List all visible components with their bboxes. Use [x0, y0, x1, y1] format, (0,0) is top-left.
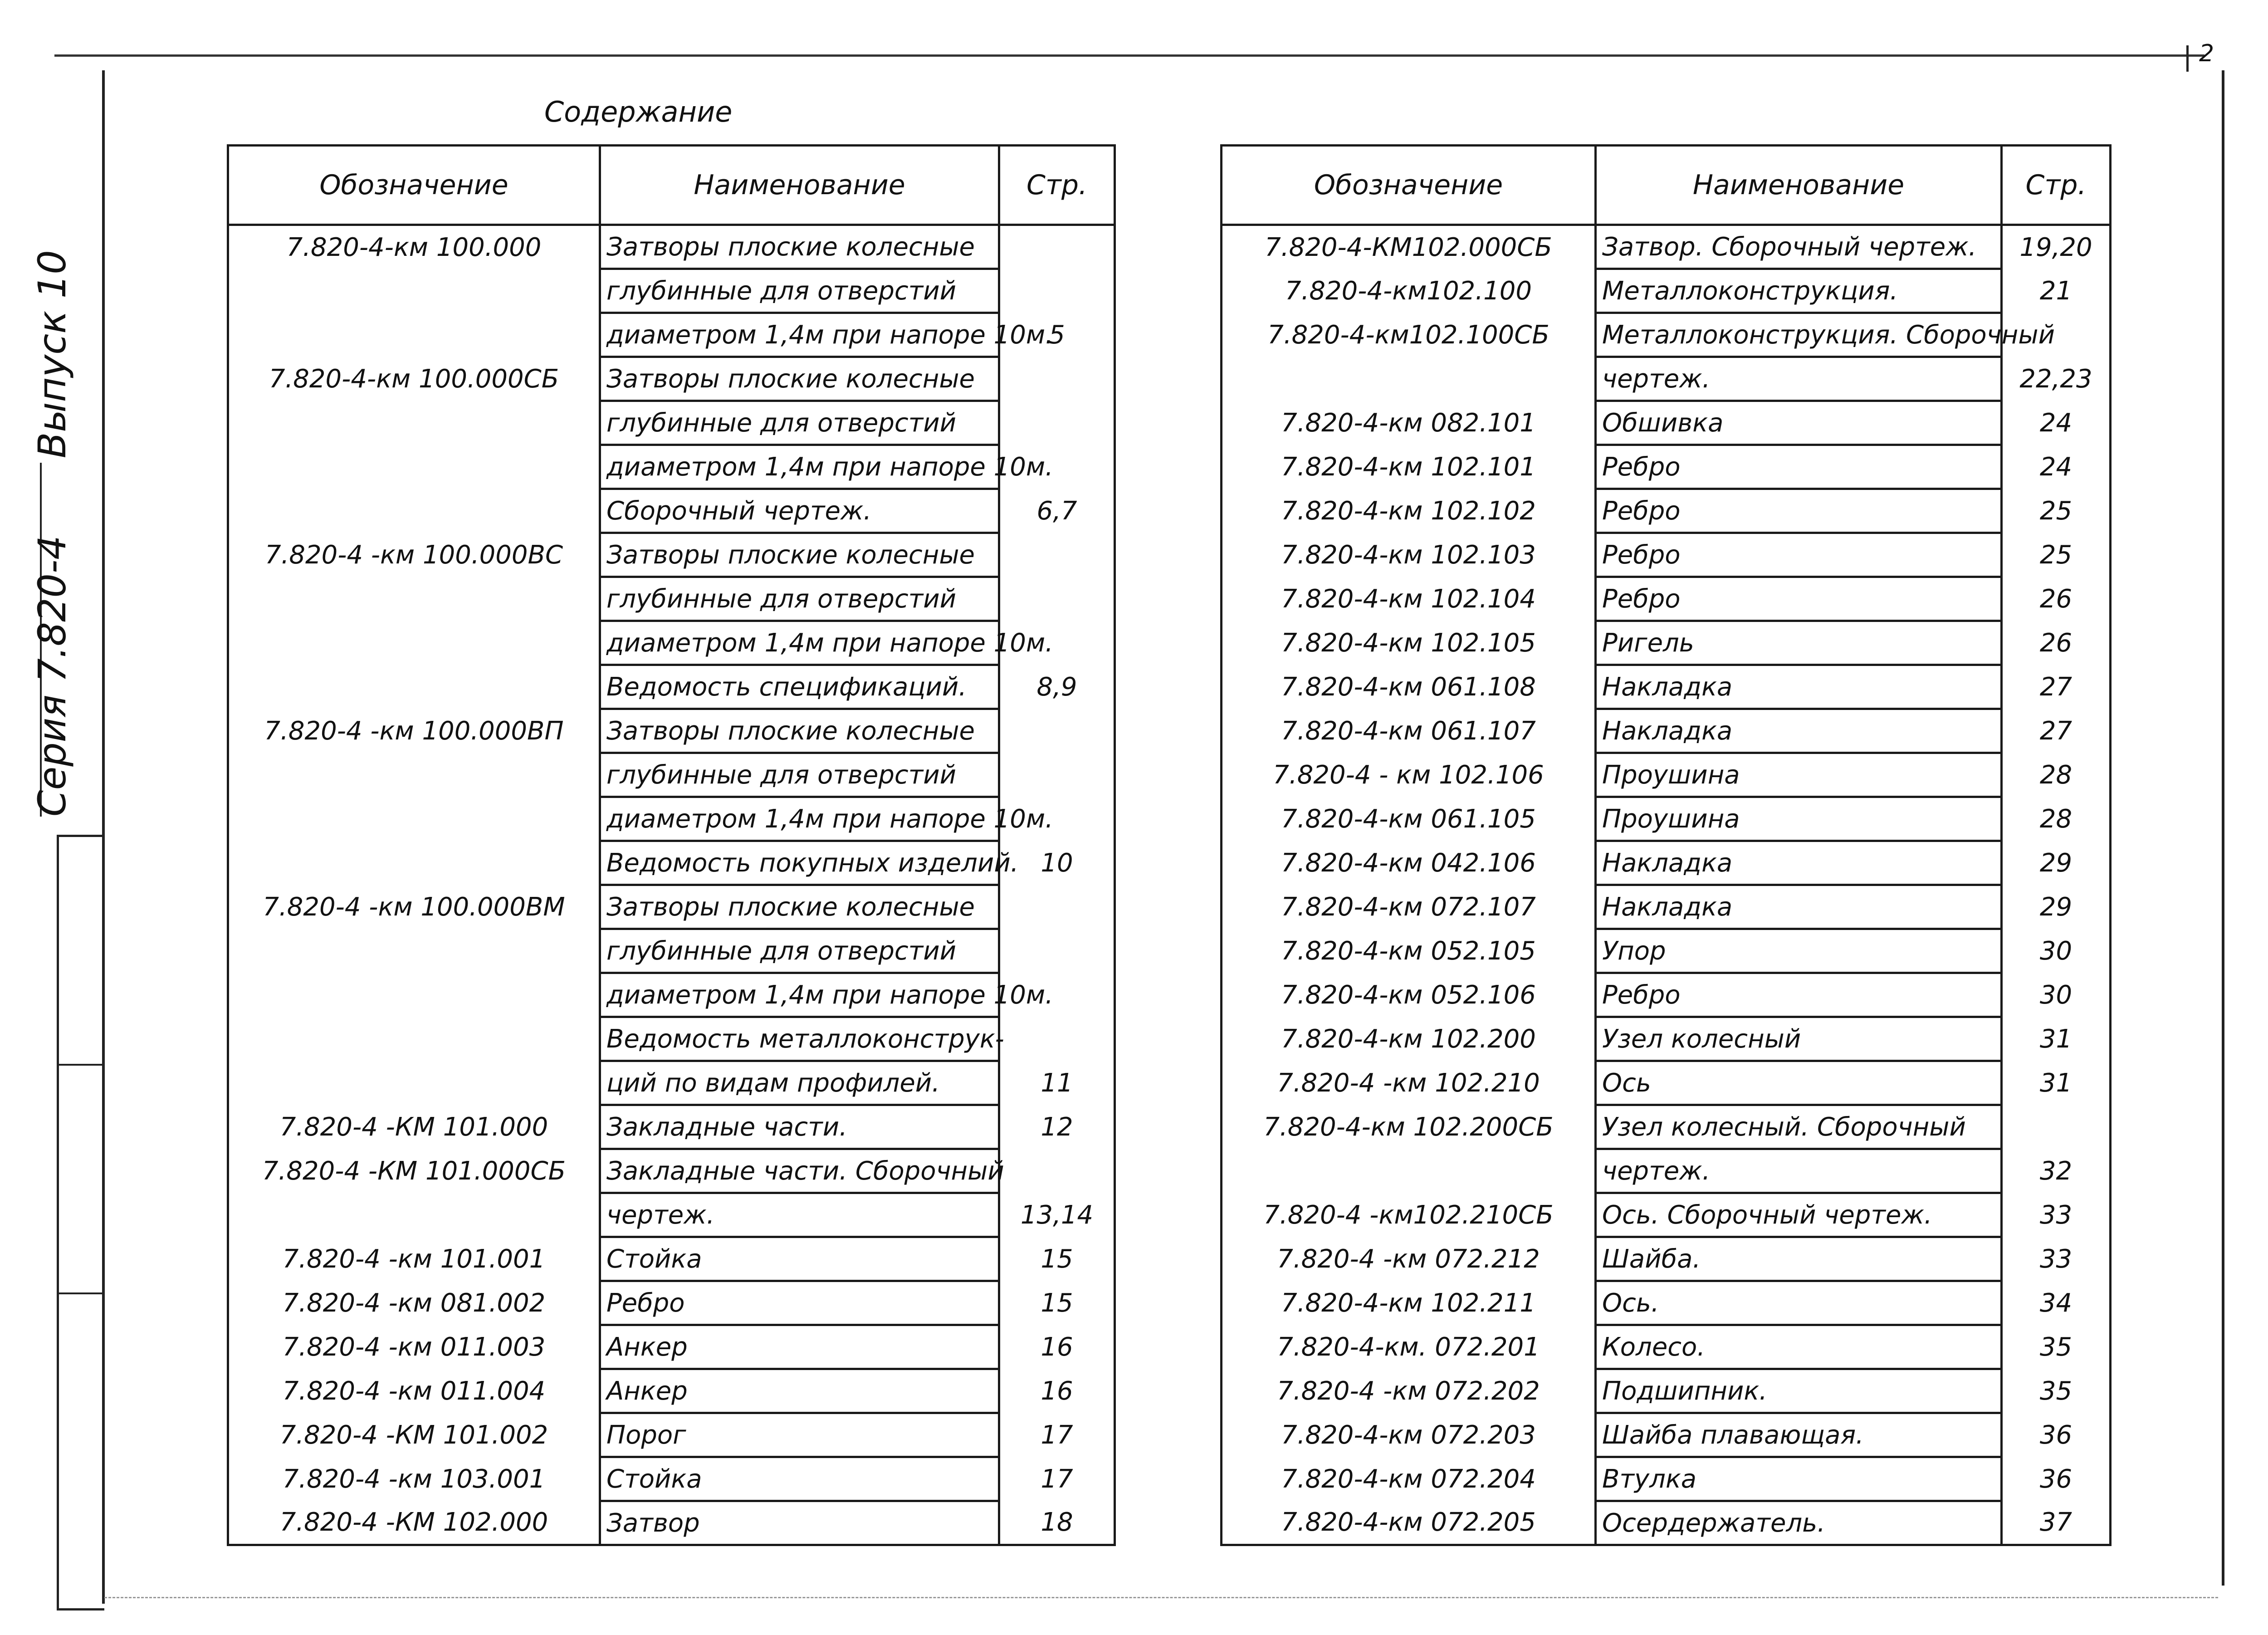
series-label: Серия 7.820-4	[30, 535, 74, 817]
cell-code	[228, 313, 600, 357]
table-row	[228, 1369, 1115, 1413]
table-row	[228, 1105, 1115, 1149]
table-row	[1222, 621, 2111, 665]
cell-code: 7.820-4-КМ102.000СБ	[1222, 225, 1596, 269]
cell-page: 35	[2002, 1369, 2111, 1413]
cell-page: 25	[2002, 489, 2111, 533]
cell-code: 7.820-4 -км 100.000ВП	[228, 709, 600, 753]
table-row	[228, 929, 1115, 973]
cell-name: Ребро	[600, 1281, 999, 1325]
table-row	[228, 1149, 1115, 1193]
cell-code: 7.820-4-км 061.107	[1222, 709, 1596, 753]
header-name: Наименование	[600, 146, 999, 225]
cell-name: Порог	[600, 1413, 999, 1457]
table-row	[228, 1501, 1115, 1545]
cell-page: 26	[2002, 577, 2111, 621]
table-row	[228, 1237, 1115, 1281]
cell-name: глубинные для отверстий	[600, 753, 999, 797]
cell-code: 7.820-4-км 061.105	[1222, 797, 1596, 841]
cell-page: 11	[999, 1061, 1115, 1105]
cell-code: 7.820-4-км 042.106	[1222, 841, 1596, 885]
cell-code: 7.820-4-км 102.104	[1222, 577, 1596, 621]
side-stamp-box	[57, 835, 104, 1611]
cell-name: Ребро	[1596, 973, 2002, 1017]
table-row	[228, 1413, 1115, 1457]
header-page: Стр.	[2002, 146, 2111, 225]
table-row	[228, 533, 1115, 577]
cell-code: 7.820-4-км 061.108	[1222, 665, 1596, 709]
cell-code: 7.820-4-км 072.203	[1222, 1413, 1596, 1457]
table-row	[228, 665, 1115, 709]
table-row	[1222, 973, 2111, 1017]
cell-name: Ведомость спецификаций.	[600, 665, 999, 709]
cell-code: 7.820-4 -км 011.003	[228, 1325, 600, 1369]
table-row	[1222, 1325, 2111, 1369]
cell-name: Узел колесный	[1596, 1017, 2002, 1061]
cell-code	[228, 1017, 600, 1061]
cell-page: 16	[999, 1325, 1115, 1369]
table-row	[1222, 885, 2111, 929]
cell-name: Ригель	[1596, 621, 2002, 665]
cell-page: 18	[999, 1501, 1115, 1545]
header-code: Обозначение	[228, 146, 600, 225]
cell-name: Ведомость металлоконструк-	[600, 1017, 999, 1061]
table-row	[1222, 269, 2111, 313]
contents-table-right	[1220, 144, 2112, 1546]
table-row	[228, 1017, 1115, 1061]
cell-page	[999, 929, 1115, 973]
cell-code: 7.820-4 -КМ 101.000СБ	[228, 1149, 600, 1193]
cell-page	[999, 577, 1115, 621]
table-row	[1222, 929, 2111, 973]
cell-code: 7.820-4 -км 103.001	[228, 1457, 600, 1501]
cell-page: 34	[2002, 1281, 2111, 1325]
table-row	[1222, 1017, 2111, 1061]
cell-name: Сборочный чертеж.	[600, 489, 999, 533]
cell-page: 6,7	[999, 489, 1115, 533]
cell-name: Упор	[1596, 929, 2002, 973]
cell-name: Затвор. Сборочный чертеж.	[1596, 225, 2002, 269]
cell-name: Затворы плоские колесные	[600, 225, 999, 269]
table-row	[228, 885, 1115, 929]
cell-name: Накладка	[1596, 665, 2002, 709]
table-row	[228, 1193, 1115, 1237]
cell-code	[228, 1061, 600, 1105]
cell-name: Затворы плоские колесные	[600, 533, 999, 577]
cell-code: 7.820-4-км102.100СБ	[1222, 313, 1596, 357]
cell-name: чертеж.	[1596, 357, 2002, 401]
cell-code: 7.820-4-км 102.211	[1222, 1281, 1596, 1325]
cell-code: 7.820-4 - км 102.106	[1222, 753, 1596, 797]
cell-page: 29	[2002, 885, 2111, 929]
cell-code: 7.820-4-км 102.101	[1222, 445, 1596, 489]
table-row	[1222, 533, 2111, 577]
cell-code	[228, 621, 600, 665]
cell-code	[228, 797, 600, 841]
cell-page: 24	[2002, 445, 2111, 489]
table-row	[228, 1325, 1115, 1369]
cell-code: 7.820-4 -км102.210СБ	[1222, 1193, 1596, 1237]
cell-page: 33	[2002, 1193, 2111, 1237]
cell-code: 7.820-4-км 102.200СБ	[1222, 1105, 1596, 1149]
cell-page: 35	[2002, 1325, 2111, 1369]
cell-page: 15	[999, 1237, 1115, 1281]
cell-page: 10	[999, 841, 1115, 885]
cell-code	[228, 489, 600, 533]
cell-name: Колесо.	[1596, 1325, 2002, 1369]
table-row	[228, 709, 1115, 753]
cell-page	[999, 357, 1115, 401]
cell-code	[228, 841, 600, 885]
cell-page: 31	[2002, 1061, 2111, 1105]
cell-page: 37	[2002, 1501, 2111, 1545]
cell-page: 33	[2002, 1237, 2111, 1281]
table-row	[228, 753, 1115, 797]
table-row	[1222, 1281, 2111, 1325]
table-row	[1222, 401, 2111, 445]
cell-code	[228, 1193, 600, 1237]
cell-page: 36	[2002, 1457, 2111, 1501]
header-name: Наименование	[1596, 146, 2002, 225]
cell-page: 28	[2002, 797, 2111, 841]
table-row	[1222, 709, 2111, 753]
cell-name: Стойка	[600, 1457, 999, 1501]
table-row	[1222, 445, 2111, 489]
cell-page: 32	[2002, 1149, 2111, 1193]
table-row	[228, 621, 1115, 665]
contents-caption: Содержание	[544, 95, 733, 128]
cell-page: 19,20	[2002, 225, 2111, 269]
cell-code: 7.820-4-км 102.200	[1222, 1017, 1596, 1061]
cell-code: 7.820-4 -КМ 102.000	[228, 1501, 600, 1545]
cell-name: Ось	[1596, 1061, 2002, 1105]
cell-page: 22,23	[2002, 357, 2111, 401]
table-row	[228, 357, 1115, 401]
cell-code: 7.820-4 -км 102.210	[1222, 1061, 1596, 1105]
cell-page: 12	[999, 1105, 1115, 1149]
cell-page: 30	[2002, 929, 2111, 973]
table-row	[228, 1281, 1115, 1325]
cell-name: диаметром 1,4м при напоре 10м.	[600, 621, 999, 665]
cell-page	[2002, 1105, 2111, 1149]
contents-table-left	[227, 144, 1116, 1546]
cell-page: 25	[2002, 533, 2111, 577]
table-row	[1222, 1149, 2111, 1193]
cell-code: 7.820-4-км 072.204	[1222, 1457, 1596, 1501]
table-row	[228, 269, 1115, 313]
cell-name: Закладные части. Сборочный	[600, 1149, 999, 1193]
cell-name: Втулка	[1596, 1457, 2002, 1501]
cell-code	[228, 577, 600, 621]
cell-name: Проушина	[1596, 753, 2002, 797]
cell-code: 7.820-4-км 072.107	[1222, 885, 1596, 929]
table-row	[1222, 665, 2111, 709]
table-row	[1222, 577, 2111, 621]
cell-page	[999, 885, 1115, 929]
cell-name: Анкер	[600, 1325, 999, 1369]
cell-code: 7.820-4-км 102.102	[1222, 489, 1596, 533]
cell-code: 7.820-4-км 052.106	[1222, 973, 1596, 1017]
cell-page	[999, 1149, 1115, 1193]
cell-page: 29	[2002, 841, 2111, 885]
cell-code	[228, 665, 600, 709]
table-row	[1222, 1501, 2111, 1545]
cell-code: 7.820-4-км 100.000	[228, 225, 600, 269]
cell-code	[228, 929, 600, 973]
cell-name: Затворы плоские колесные	[600, 357, 999, 401]
table-body-left	[228, 225, 1115, 1545]
cell-code: 7.820-4-км 052.105	[1222, 929, 1596, 973]
issue-label: Выпуск 10	[30, 250, 74, 459]
cell-page: 5	[999, 313, 1115, 357]
cell-name: Ребро	[1596, 445, 2002, 489]
cell-code: 7.820-4 -км 100.000ВС	[228, 533, 600, 577]
cell-page: 28	[2002, 753, 2111, 797]
table-row	[228, 1457, 1115, 1501]
cell-page	[999, 753, 1115, 797]
frame-right-line	[2222, 70, 2224, 1586]
cell-code	[228, 401, 600, 445]
cell-name: Металлоконструкция.	[1596, 269, 2002, 313]
cell-code: 7.820-4-км 082.101	[1222, 401, 1596, 445]
cell-code	[228, 753, 600, 797]
table-row	[1222, 357, 2111, 401]
cell-name: глубинные для отверстий	[600, 929, 999, 973]
cell-page: 24	[2002, 401, 2111, 445]
cell-name: Осердержатель.	[1596, 1501, 2002, 1545]
table-header-row	[228, 146, 1115, 225]
table-row	[228, 445, 1115, 489]
table-row	[228, 489, 1115, 533]
table-row	[228, 577, 1115, 621]
cell-code: 7.820-4 -км 011.004	[228, 1369, 600, 1413]
table-row	[1222, 1105, 2111, 1149]
stamp-cell	[59, 837, 104, 1066]
cell-name: Подшипник.	[1596, 1369, 2002, 1413]
cell-code	[228, 973, 600, 1017]
cell-page: 30	[2002, 973, 2111, 1017]
table-row	[1222, 753, 2111, 797]
table-row	[228, 973, 1115, 1017]
cell-code: 7.820-4-км 100.000СБ	[228, 357, 600, 401]
cell-name: глубинные для отверстий	[600, 401, 999, 445]
table-body-right	[1222, 225, 2111, 1545]
cell-name: Узел колесный. Сборочный	[1596, 1105, 2002, 1149]
cell-code: 7.820-4-км102.100	[1222, 269, 1596, 313]
cell-page	[999, 269, 1115, 313]
table-row	[1222, 1413, 2111, 1457]
table-row	[228, 1061, 1115, 1105]
table-row	[228, 225, 1115, 269]
cell-name: Шайба.	[1596, 1237, 2002, 1281]
table-row	[1222, 1237, 2111, 1281]
cell-code: 7.820-4-км. 072.201	[1222, 1325, 1596, 1369]
cell-code: 7.820-4 -км 072.202	[1222, 1369, 1596, 1413]
cell-code	[1222, 1149, 1596, 1193]
cell-name: Проушина	[1596, 797, 2002, 841]
cell-name: Затвор	[600, 1501, 999, 1545]
table-row	[1222, 1193, 2111, 1237]
header-page: Стр.	[999, 146, 1115, 225]
table-row	[1222, 1369, 2111, 1413]
cell-name: Ребро	[1596, 533, 2002, 577]
cell-page: 16	[999, 1369, 1115, 1413]
cell-name: Шайба плавающая.	[1596, 1413, 2002, 1457]
cell-name: ций по видам профилей.	[600, 1061, 999, 1105]
table-row	[1222, 225, 2111, 269]
cell-name: чертеж.	[1596, 1149, 2002, 1193]
header-code: Обозначение	[1222, 146, 1596, 225]
cell-name: Ребро	[1596, 577, 2002, 621]
cell-name: Обшивка	[1596, 401, 2002, 445]
cell-code	[228, 445, 600, 489]
table-header-row	[1222, 146, 2111, 225]
frame-top-line	[54, 54, 2204, 57]
table-row	[1222, 313, 2111, 357]
cell-page: 8,9	[999, 665, 1115, 709]
cell-name: Стойка	[600, 1237, 999, 1281]
cell-name: Ось. Сборочный чертеж.	[1596, 1193, 2002, 1237]
cell-page	[999, 533, 1115, 577]
table-row	[1222, 797, 2111, 841]
cell-name: Накладка	[1596, 709, 2002, 753]
cell-page: 17	[999, 1413, 1115, 1457]
cell-code	[1222, 357, 1596, 401]
side-title	[27, 227, 77, 817]
cell-page: 26	[2002, 621, 2111, 665]
cell-name: глубинные для отверстий	[600, 269, 999, 313]
cell-code: 7.820-4 -КМ 101.000	[228, 1105, 600, 1149]
table-row	[228, 401, 1115, 445]
cell-code: 7.820-4 -км 081.002	[228, 1281, 600, 1325]
cell-name: Ведомость покупных изделий.	[600, 841, 999, 885]
cell-code: 7.820-4 -КМ 101.002	[228, 1413, 600, 1457]
cell-name: диаметром 1,4м при напоре 10м.	[600, 313, 999, 357]
cell-page: 31	[2002, 1017, 2111, 1061]
table-row	[1222, 489, 2111, 533]
table-row	[1222, 1457, 2111, 1501]
cell-page	[999, 401, 1115, 445]
cell-name: диаметром 1,4м при напоре 10м.	[600, 797, 999, 841]
cell-page: 21	[2002, 269, 2111, 313]
cell-page: 36	[2002, 1413, 2111, 1457]
cell-code: 7.820-4 -км 101.001	[228, 1237, 600, 1281]
cell-page	[999, 225, 1115, 269]
cell-code	[228, 269, 600, 313]
table-row	[228, 797, 1115, 841]
table-row	[1222, 1061, 2111, 1105]
table-row	[228, 313, 1115, 357]
cell-page	[999, 1017, 1115, 1061]
cell-page	[999, 709, 1115, 753]
cell-name: диаметром 1,4м при напоре 10м.	[600, 445, 999, 489]
cell-name: Затворы плоские колесные	[600, 885, 999, 929]
stamp-cell	[59, 1066, 104, 1294]
cell-code: 7.820-4-км 102.105	[1222, 621, 1596, 665]
table-row	[1222, 841, 2111, 885]
cell-name: Закладные части.	[600, 1105, 999, 1149]
cell-page: 17	[999, 1457, 1115, 1501]
cell-name: чертеж.	[600, 1193, 999, 1237]
frame-bottom-line	[104, 1597, 2218, 1598]
cell-name: диаметром 1,4м при напоре 10м.	[600, 973, 999, 1017]
cell-name: Ось.	[1596, 1281, 2002, 1325]
cell-name: Накладка	[1596, 885, 2002, 929]
cell-code: 7.820-4 -км 072.212	[1222, 1237, 1596, 1281]
cell-page: 13,14	[999, 1193, 1115, 1237]
cell-name: Затворы плоские колесные	[600, 709, 999, 753]
cell-name: Металлоконструкция. Сборочный	[1596, 313, 2002, 357]
cell-name: Накладка	[1596, 841, 2002, 885]
cell-code: 7.820-4-км 102.103	[1222, 533, 1596, 577]
cell-name: Ребро	[1596, 489, 2002, 533]
cell-page: 27	[2002, 665, 2111, 709]
cell-code: 7.820-4 -км 100.000ВМ	[228, 885, 600, 929]
cell-code: 7.820-4-км 072.205	[1222, 1501, 1596, 1545]
cell-page: 15	[999, 1281, 1115, 1325]
cell-page: 27	[2002, 709, 2111, 753]
sheet-number: 2	[2199, 40, 2214, 67]
table-row	[228, 841, 1115, 885]
cell-name: Анкер	[600, 1369, 999, 1413]
cell-name: глубинные для отверстий	[600, 577, 999, 621]
